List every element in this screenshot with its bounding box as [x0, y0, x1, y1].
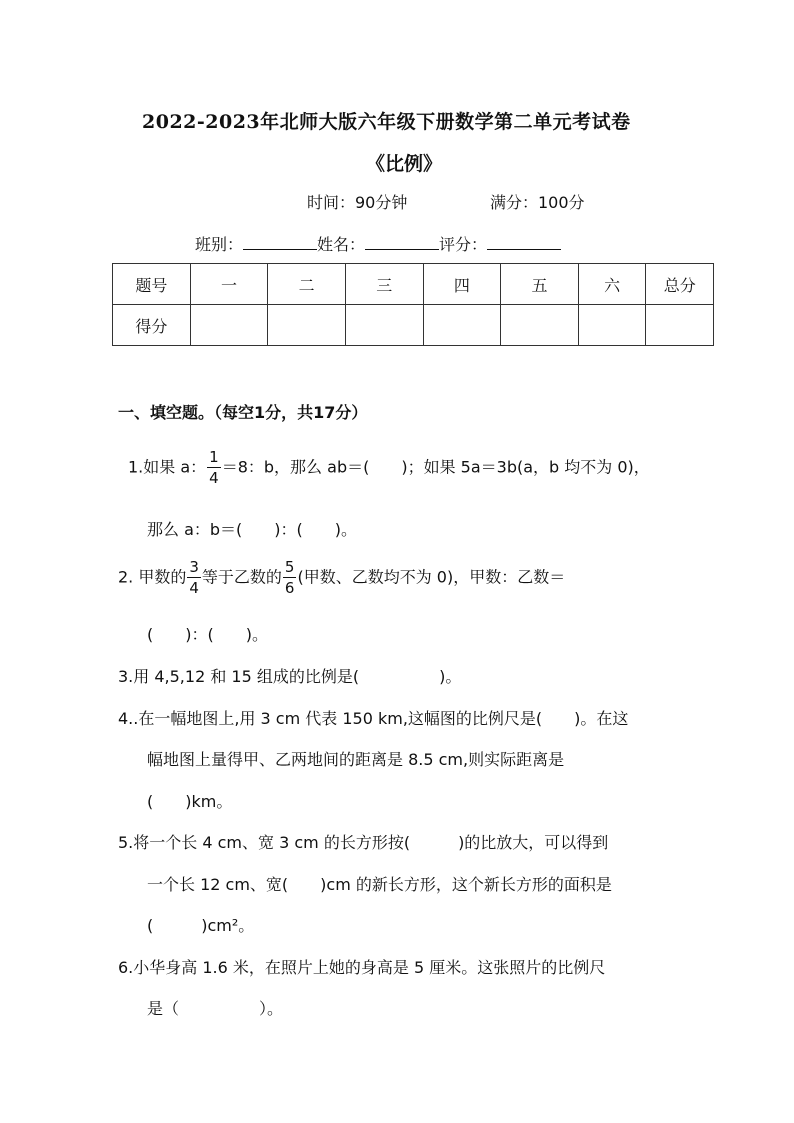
class-label: 班别： [195, 235, 244, 254]
fraction-numerator: 5 [284, 558, 295, 576]
name-label: 姓名： [317, 235, 366, 254]
score-blank[interactable] [487, 235, 561, 250]
q1-text-b: ＝8：b，那么 ab＝( )；如果 5a＝3b(a，b 均不为 0)， [221, 457, 650, 477]
q2-fraction-1 [187, 560, 201, 596]
score-header-cell: 题号 [113, 264, 191, 305]
score-row-label: 得分 [113, 305, 191, 346]
fraction-denominator: 6 [284, 579, 295, 597]
question-2-line-1 [118, 560, 565, 596]
score-table [112, 263, 714, 346]
score-header-cell: 三 [345, 264, 423, 305]
score-table-score-row [113, 305, 714, 346]
name-blank[interactable] [365, 235, 439, 250]
score-header-cell: 五 [501, 264, 579, 305]
exam-subtitle: 《比例》 [366, 153, 443, 175]
question-5-line-3: ( )cm²。 [147, 916, 255, 935]
question-4-line-3: ( )km。 [147, 792, 233, 811]
student-info-row [195, 232, 561, 255]
exam-time: 时间：90分钟 [307, 193, 408, 212]
score-cell[interactable] [345, 305, 423, 346]
exam-title: 2022-2023年北师大版六年级下册数学第二单元考试卷 [142, 111, 631, 133]
score-cell[interactable] [501, 305, 579, 346]
exam-full-score: 满分：100分 [490, 193, 585, 212]
q1-text-a: 1.如果 a： [128, 457, 207, 477]
score-cell[interactable] [423, 305, 501, 346]
question-1-line-2: 那么 a：b＝( )：( )。 [147, 520, 358, 539]
score-label: 评分： [439, 235, 488, 254]
score-header-cell: 一 [190, 264, 268, 305]
fraction-denominator: 4 [209, 469, 219, 487]
q2-text-b: 等于乙数的 [201, 567, 282, 587]
score-header-cell: 二 [268, 264, 346, 305]
score-cell[interactable] [578, 305, 646, 346]
score-header-cell: 总分 [646, 264, 714, 305]
q2-fraction-2 [283, 560, 297, 596]
question-3: 3.用 4,5,12 和 15 组成的比例是( )。 [118, 667, 462, 686]
question-2-line-2: ( )：( )。 [147, 625, 268, 644]
fraction-numerator: 1 [209, 448, 219, 466]
score-cell[interactable] [190, 305, 268, 346]
q2-text-c: (甲数、乙数均不为 0)，甲数：乙数＝ [297, 567, 566, 587]
class-blank[interactable] [243, 235, 317, 250]
fraction-numerator: 3 [189, 558, 199, 576]
question-6-line-2: 是（ ）。 [147, 999, 284, 1018]
score-header-cell: 六 [578, 264, 646, 305]
score-table-header-row [113, 264, 714, 305]
score-header-cell: 四 [423, 264, 501, 305]
question-6-line-1: 6.小华身高 1.6 米，在照片上她的身高是 5 厘米。这张照片的比例尺 [118, 958, 606, 977]
question-4-line-2: 幅地图上量得甲、乙两地间的距离是 8.5 cm,则实际距离是 [147, 750, 565, 769]
score-cell[interactable] [268, 305, 346, 346]
question-1-line-1 [128, 450, 650, 486]
question-5-line-1: 5.将一个长 4 cm、宽 3 cm 的长方形按( )的比放大，可以得到 [118, 833, 609, 852]
score-cell[interactable] [646, 305, 714, 346]
fraction-denominator: 4 [189, 579, 199, 597]
section-title: 一、填空题。（每空1分，共17分） [118, 403, 368, 422]
question-4-line-1: 4..在一幅地图上,用 3 cm 代表 150 km,这幅图的比例尺是( )。在这 [118, 709, 629, 728]
q2-text-a: 2. 甲数的 [118, 567, 187, 587]
question-5-line-2: 一个长 12 cm、宽( )cm 的新长方形，这个新长方形的面积是 [147, 875, 612, 894]
q1-fraction [207, 450, 221, 486]
